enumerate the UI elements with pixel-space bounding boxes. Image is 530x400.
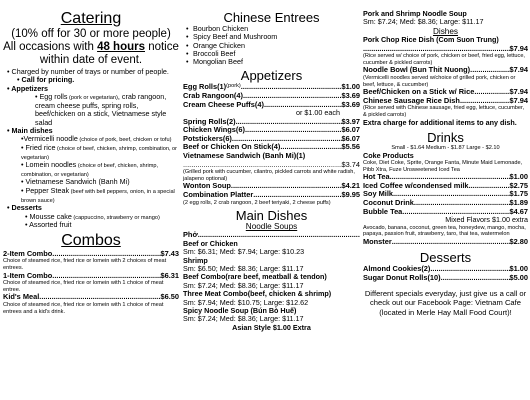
- catering-main-item: • Lomein noodles (choice of beef, chicken, shrimp, combination, or vegetarian): [21, 160, 159, 178]
- appetizers-list: [183, 83, 360, 206]
- appetizer-item: Vietnamese Sandwich (Banh Mi) (1): [183, 151, 306, 161]
- appetizer-item: Cream Cheese Puffs (4) ..... $3.69: [183, 101, 360, 110]
- entrees-column: [183, 0, 360, 332]
- catering-notice: All occasions with 48 hours notice within date of event.: [3, 41, 179, 66]
- chinese-entrees-list: [183, 25, 360, 66]
- drink-item: Coconut Drink ..... $1.89: [363, 199, 528, 208]
- soup-sizes: Sm: $7.24; Med: $8.36; Large: $11.17: [183, 314, 304, 324]
- catering-title: Catering: [60, 10, 122, 27]
- dish-name: Pork Chop Rice Dish (Com Suon Trung): [363, 35, 499, 45]
- dish-item: Chinese Sausage Rice Dish ..... $7.94: [363, 97, 528, 106]
- coke-products-head: Coke Products: [363, 150, 414, 160]
- pork-shrimp-sizes: Sm: $7.24; Med: $8.36; Large: $11.17: [363, 17, 484, 27]
- soup-name: Beef Combo(rare beef, meatball & tendon): [183, 272, 327, 282]
- drink-item: Hot Tea ..... $1.00: [363, 173, 528, 182]
- catering-main-head: • Main dishes: [7, 126, 53, 136]
- combos-title: Combos: [61, 231, 121, 249]
- catering-desserts-head: • Desserts: [7, 203, 42, 213]
- pork-shrimp-soup: Pork and Shrimp Noodle Soup: [363, 9, 467, 18]
- entree-item: • Mongolian Beef: [183, 58, 360, 66]
- drink-item: Monster ..... $2.80: [363, 238, 528, 247]
- catering-appetizers-head: • Appetizers: [7, 83, 48, 93]
- drink-item: Iced Coffee w/condensed milk ..... $2.75: [363, 182, 528, 191]
- drinks-title: Drinks: [427, 129, 464, 145]
- combo-item: Kid's Meal ..... $6.50: [3, 293, 179, 302]
- asian-style-note: Asian Style $1.00 Extra: [232, 322, 311, 332]
- coke-products-desc: Coke, Diet Coke, Sprite, Orange Fanta, Minute Maid Lemonade, Pibb Xtra, Fuze Unsweetened Iced Tea: [363, 159, 523, 173]
- main-dishes-title: Main Dishes: [235, 208, 308, 224]
- entree-item: • Spicy Beef and Mushroom: [183, 33, 360, 41]
- specials-note: Different specials everyday, just give us a call or check out our Facebook Page: Vietnam Cafe (located in Merle Hay Mall Food Court)!: [364, 288, 527, 318]
- drink-item: Bubble Tea ..... $4.67: [363, 208, 528, 217]
- soup-sizes: Sm: $6.31; Med: $7.94; Large: $10.23: [183, 247, 305, 257]
- appetizers-title: Appetizers: [240, 68, 303, 84]
- noodle-soups-subtitle: Noodle Soups: [245, 222, 298, 232]
- chinese-entrees-title: Chinese Entrees: [223, 10, 320, 25]
- soup-sizes: Sm: $6.50; Med: $8.36; Large: $11.17: [183, 264, 304, 274]
- appetizer-item: Combination Platter ..... $9.95: [183, 191, 360, 200]
- catering-main-item: • Fried rice (choice of beef, chicken, shrimp, combination, or vegetarian): [21, 143, 178, 161]
- appetizer-item: Potstickers (6) ..... $6.07: [183, 135, 360, 144]
- dish-item: Beef/Chicken on a Stick w/ Rice ..... $7.94: [363, 88, 528, 97]
- appetizer-item-price: ..... $3.74: [183, 161, 360, 170]
- dishes-drinks-column: [363, 0, 528, 318]
- appetizer-item: Wonton Soup ..... $4.21: [183, 182, 360, 191]
- catering-main-item: •Vermicelli noodle (choice of pork, beef, chicken or tofu): [21, 134, 172, 144]
- desserts-title: Desserts: [419, 250, 472, 266]
- appetizer-item: Chicken Wings (6) ..... $6.07: [183, 126, 360, 135]
- pho-row: Phở .....: [183, 231, 360, 240]
- dessert-item: Almond Cookies (2) ..... $1.00: [363, 265, 528, 274]
- catering-column: [3, 0, 179, 315]
- dessert-item: Sugar Donut Rolls (10) ..... $5.00: [363, 274, 528, 283]
- soup-name: Beef or Chicken: [183, 238, 238, 248]
- combo-desc: Choice of steamed rice, fried rice or lomein with 1 choice of meat entree.: [3, 280, 164, 293]
- catering-desserts-list: [3, 213, 179, 230]
- appetizer-item: Beef or Chicken On Stick (4) ..... $5.56: [183, 143, 360, 152]
- combo-desc: Choice of steamed rice, fried rice or lomein with 1 choice of meat entrees and a kid's drink.: [3, 301, 164, 315]
- dish-price-row: ..... $7.94: [363, 45, 528, 54]
- dish-desc: (Rice served with Chinese sausage, fried egg, lettuce, cucumber, & pickled carrots): [363, 105, 525, 118]
- extra-charge-note: Extra charge for additional items to any dish.: [363, 117, 517, 127]
- appetizer-item: Crab Rangoon (4) ..... $3.69: [183, 92, 360, 101]
- soup-sizes: Sm: $7.94; Med: $10.75; Large: $12.62: [183, 297, 309, 307]
- catering-charge: • Charged by number of trays or number of people.: [7, 67, 169, 76]
- combo-desc: Choice of steamed rice, fried rice or lomein with 2 choices of meat entrees.: [3, 258, 167, 271]
- catering-dessert-item: • Mousse cake (cappuccino, strawberry or mango): [25, 211, 160, 221]
- combos-list: [3, 250, 179, 315]
- soup-name: Spicy Noodle Soup (Bún Bò Huế): [183, 306, 297, 316]
- mixed-flavors-note: Mixed Flavors $1.00 extra: [445, 215, 528, 225]
- catering-appetizers-text: • Egg rolls (pork or vegetarian), crab rangoon, cream cheese puffs, spring rolls, beef/chicken on a stick, Vietnamese style salad: [35, 92, 167, 127]
- appetizer-desc: (2 egg rolls, 2 crab rangoon, 2 beef teriyaki, 2 cheese puffs): [183, 199, 331, 206]
- soup-name: Three Meat Combo(beef, chicken & shrimp): [183, 289, 332, 299]
- catering-main-list: [3, 135, 179, 204]
- appetizer-item: Spring Rolls (2) ..... $3.97: [183, 118, 360, 127]
- combo-item: 1-Item Combo ..... $6.31: [3, 272, 179, 281]
- appetizer-item: Egg Rolls (1) (pork) ..... $1.00: [183, 83, 360, 92]
- soup-sizes: Sm: $7.24; Med: $8.36; Large: $11.17: [183, 280, 304, 290]
- dishes-list: [363, 36, 528, 127]
- appetizer-desc: (Grilled pork with cucumber, cilantro, pickled carrots and white radish, jalapeno optional): [183, 169, 355, 182]
- catering-subtitle: (10% off for 30 or more people): [11, 28, 171, 40]
- catering-main-item: • Pepper Steak (beef with bell peppers, onion, in a special brown sauce): [21, 186, 175, 204]
- catering-main-item: • Vietnamese Sandwich (Banh Mi): [21, 177, 130, 187]
- drinks-list: [363, 173, 528, 216]
- mixed-flavors-desc: Avocado, banana, coconut, green tea, honeydew, mango, mocha, papaya, passion fruit, strawberry, taro, thai tea, watermelon: [363, 224, 526, 238]
- dish-item: Noodle Bowl (Bun Thit Nuong) ..... $7.94: [363, 66, 528, 75]
- dish-desc: (Vermicelli noodles served w/choice of grilled pork, chicken or beef, lettuce, & cucumber): [363, 75, 516, 88]
- noodle-soups-list: [183, 240, 360, 332]
- dishes-subtitle: Dishes: [432, 26, 459, 36]
- dish-desc: (Rice served w/ choice of pork, chicken or beef, fried egg, lettuce, cucumber & pickled carrots): [363, 53, 525, 66]
- entree-item: • Broccoli Beef: [183, 50, 360, 58]
- catering-call: • Call for pricing.: [17, 75, 75, 85]
- soup-name: Shrimp: [183, 255, 208, 265]
- catering-dessert-item: • Assorted fruit: [25, 220, 72, 230]
- drink-item: Soy Milk ..... $1.75: [363, 190, 528, 199]
- appetizer-or-each: or $1.00 each: [296, 108, 340, 118]
- combo-item: 2-Item Combo ..... $7.43: [3, 250, 179, 259]
- drink-sizes: Small - $1.64 Medium - $1.87 Large - $2.10: [391, 144, 500, 151]
- entree-item: • Orange Chicken: [183, 42, 360, 50]
- desserts-list: [363, 265, 528, 282]
- entree-item: • Bourbon Chicken: [183, 25, 360, 33]
